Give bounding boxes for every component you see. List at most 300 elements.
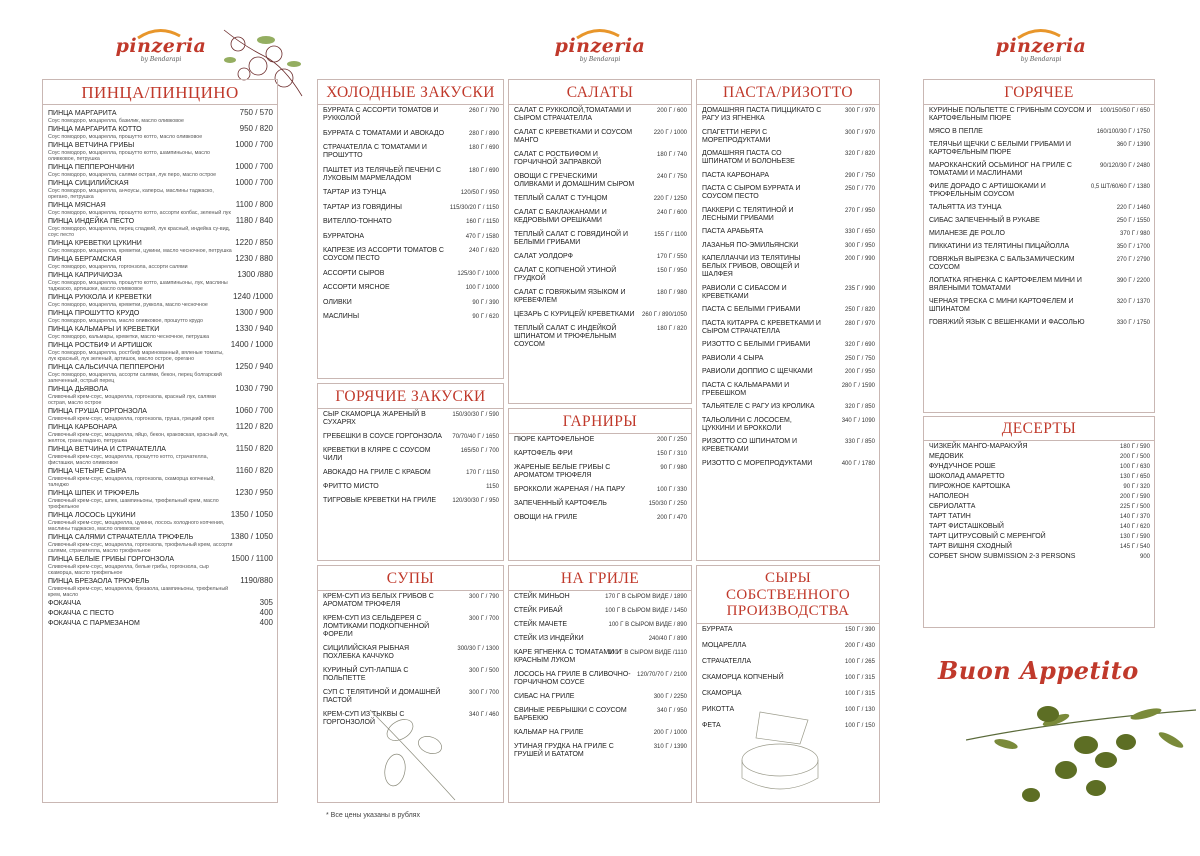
- cold-list: [318, 105, 503, 321]
- menu-item-name: МЯСО В ПЕПЛЕ: [929, 128, 983, 135]
- menu-item: [323, 107, 499, 123]
- menu-item: [929, 183, 1150, 199]
- menu-item-price: 90 Г / 620: [472, 314, 499, 320]
- menu-item-price: 165/50 Г / 700: [460, 448, 499, 454]
- menu-item-description: Сливочный крем-соус, моцарелла, брезаола, шампиньоны, трюфельный крем, масло: [48, 586, 229, 598]
- menu-item-price: 1000 / 700: [235, 162, 273, 171]
- menu-item-name: ДОМАШНЯЯ ПАСТА СО ШПИНАТОМ И БОЛОНЬЕЗЕ: [702, 150, 795, 165]
- menu-item-name: СИБАС НА ГРИЛЕ: [514, 693, 575, 700]
- menu-item-name: КАРТОФЕЛЬ ФРИ: [514, 450, 573, 457]
- garnish-list: [509, 434, 691, 522]
- menu-item-price: 1060 / 700: [235, 406, 273, 415]
- menu-item-price: 1380 / 1050: [230, 532, 273, 541]
- logo-subtitle: by Bendarapi: [1020, 56, 1062, 63]
- menu-item-name: ПИНЦА ПЕППЕРОНЧИНИ: [48, 164, 135, 171]
- menu-item: [323, 270, 499, 278]
- menu-item: [48, 424, 273, 444]
- menu-item: [702, 150, 875, 166]
- menu-item-name: ОВОЩИ С ГРЕЧЕСКИМИ ОЛИВКАМИ И ДОМАШНИМ СЫРОМ: [514, 173, 635, 188]
- menu-item: [702, 185, 875, 201]
- menu-item: [514, 195, 687, 203]
- menu-item-name: СЫР СКАМОРЦА ЖАРЕНЫЙ В СУХАРЯХ: [323, 411, 426, 426]
- menu-item-price: 240/40 Г / 890: [648, 636, 687, 642]
- menu-item: [323, 411, 499, 427]
- menu-item: [702, 626, 875, 634]
- menu-item: [702, 417, 875, 433]
- menu-item-name: ФРИТТО МИСТО: [323, 483, 379, 490]
- menu-item-name: РИКОТТА: [702, 706, 735, 713]
- menu-item-name: ПИНЦА БРЕЗАОЛА ТРЮФЕЛЬ: [48, 578, 150, 585]
- menu-item-description: Соус помодоро, моцарелла, прошутто котто, шампиньоны, масло оливковое, петрушка: [48, 150, 210, 162]
- menu-item-price: 300/30 Г / 1300: [457, 646, 499, 652]
- menu-item-name: РИЗОТТО С БЕЛЫМИ ГРИБАМИ: [702, 341, 811, 348]
- menu-item-name: ПИНЦА КАРБОНАРА: [48, 424, 117, 431]
- menu-item-price: 300 Г / 500: [469, 668, 499, 674]
- menu-item: [929, 162, 1150, 178]
- menu-item-price: 320 Г / 820: [845, 151, 875, 157]
- menu-item: [514, 729, 687, 737]
- menu-item-name: ПЮРЕ КАРТОФЕЛЬНОЕ: [514, 436, 595, 443]
- menu-item-price: 200 Г / 500: [1120, 454, 1150, 460]
- menu-item: [48, 180, 273, 200]
- menu-item: [514, 231, 687, 247]
- menu-item-price: 170 Г В СЫРОМ ВИДЕ / 1890: [605, 594, 687, 600]
- price-note: * Все цены указаны в рублях: [326, 812, 420, 819]
- menu-item: [48, 164, 273, 178]
- menu-item: [514, 151, 687, 167]
- section-title: ГОРЯЧИЕ ЗАКУСКИ: [318, 384, 503, 409]
- menu-item-price: 300 Г / 950: [845, 242, 875, 249]
- menu-item-name: КРЕМ-СУП ИЗ ТЫКВЫ С ГОРГОНЗОЛОЙ: [323, 711, 405, 726]
- menu-item-name: ТАРТ ВИШНЯ СХОДНЫЙ: [929, 543, 1012, 550]
- menu-item-price: 1350 / 1050: [230, 510, 273, 519]
- menu-item: [323, 447, 499, 463]
- menu-item-name: СОРБЕТ SHOW SUBMISSION 2-3 PERSONS: [929, 553, 1076, 560]
- menu-item: [929, 319, 1150, 327]
- menu-item-description: Сливочный крем-соус, шпек, шампиньоны, трюфельный крем, масло трюфельное: [48, 498, 219, 510]
- menu-item-price: 300 Г / 700: [469, 690, 499, 696]
- menu-item-price: 370 Г / 980: [1120, 231, 1150, 237]
- menu-item: [514, 436, 687, 444]
- menu-item: [929, 473, 1150, 481]
- menu-item-price: 200 Г / 430: [845, 643, 875, 649]
- menu-item-name: ПИНЦА ДЬЯВОЛА: [48, 386, 109, 393]
- menu-item-price: 180 Г / 690: [469, 145, 499, 151]
- menu-item-price: 280 Г / 1590: [841, 382, 875, 389]
- menu-item: [929, 493, 1150, 501]
- section-title: ПАСТА/РИЗОТТО: [697, 80, 879, 105]
- menu-item-price: 1180 / 840: [235, 216, 273, 225]
- menu-item-price: 1300 / 900: [235, 308, 273, 317]
- menu-item-name: ТАЛЬЯТТА ИЗ ТУНЦА: [929, 204, 1002, 211]
- menu-item: [323, 433, 499, 441]
- menu-item-name: ТАРТ ТАТИН: [929, 513, 971, 520]
- menu-item-name: ВИТЕЛЛО-ТОННАТО: [323, 218, 392, 225]
- menu-item: [514, 693, 687, 701]
- menu-item-price: 340 Г / 1090: [841, 417, 875, 424]
- menu-item: [48, 386, 273, 406]
- menu-item-price: 390 Г / 2200: [1116, 278, 1150, 284]
- menu-item-name: СИЦИЛИЙСКАЯ РЫБНАЯ ПОХЛЕБКА КАЧЧУКО: [323, 645, 409, 660]
- menu-item-description: Сливочный крем-соус, моцарелла, горгонзола, груша, грецкий орех: [48, 416, 215, 422]
- menu-item-name: АВОКАДО НА ГРИЛЕ С КРАБОМ: [323, 469, 431, 476]
- menu-item: [48, 468, 273, 488]
- menu-item-price: 1150: [486, 484, 499, 490]
- menu-item-description: Соус помодоро, моцарелла, креветки, руккола, масло чесночное: [48, 302, 208, 308]
- menu-item-price: 330 Г / 850: [845, 439, 875, 445]
- section-title: ХОЛОДНЫЕ ЗАКУСКИ: [318, 80, 503, 105]
- menu-item-name: ПИНЦА ЧЕТЫРЕ СЫРА: [48, 468, 127, 475]
- menu-item-name: ПИНЦА МАРГАРИТА: [48, 110, 117, 117]
- menu-item-price: 100/150/50 Г / 650: [1100, 108, 1150, 114]
- menu-item-name: ЖАРЕНЫЕ БЕЛЫЕ ГРИБЫ С АРОМАТОМ ТРЮФЕЛЯ: [514, 464, 611, 479]
- section-title: ПИНЦА/ПИНЦИНО: [43, 80, 277, 105]
- menu-item: [514, 593, 687, 601]
- menu-item: [514, 107, 687, 123]
- menu-item-name: ЧЕРНАЯ ТРЕСКА С МИНИ КАРТОФЕЛЕМ И ШПИНАТОМ: [929, 298, 1074, 313]
- pasta-section: [696, 79, 880, 561]
- menu-item-price: 280 Г / 890: [469, 130, 499, 137]
- menu-item-name: СТРАЧАТЕЛЛА: [702, 658, 752, 665]
- menu-item: [929, 453, 1150, 461]
- menu-item-price: 220 Г / 1460: [1116, 205, 1150, 211]
- menu-item: [929, 553, 1150, 561]
- menu-item-price: 130 Г / 650: [1120, 474, 1150, 480]
- desserts-section: [923, 416, 1155, 628]
- menu-item-price: 180 Г / 690: [469, 167, 499, 174]
- menu-item-name: ЛОСОСЬ НА ГРИЛЕ В СЛИВОЧНО-ГОРЧИЧНОМ СОУСЕ: [514, 671, 631, 686]
- menu-item-price: 100 Г В СЫРОМ ВИДЕ /1110: [607, 650, 687, 656]
- logo-subtitle: by Bendarapi: [140, 56, 182, 63]
- menu-item-name: СИБАС ЗАПЕЧЕННЫЙ В РУКАВЕ: [929, 217, 1040, 224]
- menu-item-name: ТАРТАР ИЗ ГОВЯДИНЫ: [323, 203, 402, 211]
- menu-item-price: 340 Г / 950: [657, 708, 687, 714]
- salads-list: [509, 105, 691, 349]
- menu-item: [48, 364, 273, 384]
- menu-item-price: 1030 / 790: [235, 384, 273, 393]
- menu-item-name: ТЕПЛЫЙ САЛАТ С ИНДЕЙКОЙ ШПИНАТОМ И ТРЮФЕЛЬНЫМ СОУСОМ: [514, 325, 617, 348]
- menu-item-description: Соус помодоро, моцарелла, анчоусы, каперсы, маслины таджаско, орегано, петрушка: [48, 188, 214, 200]
- menu-item-name: ПИНЦА КРЕВЕТКИ ЦУКИНИ: [48, 240, 142, 247]
- menu-item-description: Сливочный крем-соус, моцарелла, яйцо, бекон, краковская, красный лук, желток, грана падано, петрушка: [48, 432, 229, 444]
- menu-item: [702, 129, 875, 145]
- menu-item: [929, 128, 1150, 136]
- menu-item-name: ФОКАЧЧА С ПЕСТО: [48, 610, 114, 617]
- menu-item: [48, 556, 273, 576]
- menu-item-price: 1100 / 800: [235, 200, 273, 209]
- logo-wordmark: pinzeria: [115, 35, 207, 57]
- menu-item: [702, 403, 875, 411]
- hot-snacks-list: [318, 409, 503, 505]
- menu-item-name: ТИГРОВЫЕ КРЕВЕТКИ НА ГРИЛЕ: [323, 497, 437, 504]
- menu-item: [514, 486, 687, 494]
- menu-item: [514, 253, 687, 261]
- menu-item: [323, 233, 499, 241]
- menu-item-name: РИЗОТТО С МОРЕПРОДУКТАМИ: [702, 459, 813, 467]
- menu-item: [929, 543, 1150, 551]
- logo-subtitle: by Bendarapi: [579, 56, 621, 63]
- menu-item-price: 1120 / 820: [235, 422, 273, 431]
- menu-item: [929, 243, 1150, 251]
- menu-item: [323, 313, 499, 321]
- section-title: НА ГРИЛЕ: [509, 566, 691, 591]
- menu-item: [702, 642, 875, 650]
- menu-item: [702, 674, 875, 682]
- menu-item-name: БУРРАТА: [702, 626, 733, 633]
- menu-item-description: Соус помодоро, моцарелла, прошутто котто, масло оливковое: [48, 134, 203, 140]
- menu-item-name: ЗАПЕЧЕННЫЙ КАРТОФЕЛЬ: [514, 500, 607, 507]
- menu-item-name: КУРИНЫЕ ПОЛЬПЕТТЕ С ГРИБНЫМ СОУСОМ И КАРТОФЕЛЬНЫМ ПЮРЕ: [929, 107, 1092, 122]
- menu-item: [514, 173, 687, 189]
- menu-item: [48, 490, 273, 510]
- menu-item-price: 0,5 ШТ/60/60 Г / 1380: [1090, 184, 1150, 190]
- menu-item-price: 260 Г / 790: [469, 108, 499, 114]
- pizza-section: [42, 79, 278, 803]
- menu-item-name: ПАККЕРИ С ТЕЛЯТИНОЙ И ЛЕСНЫМИ ГРИБАМИ: [702, 206, 794, 222]
- menu-item-name: БУРРАТА С ТОМАТАМИ И АВОКАДО: [323, 129, 445, 137]
- menu-item: [323, 144, 499, 160]
- menu-item-description: Соус помодоро, кальмары, креветки, масло чесночное, петрушка: [48, 334, 210, 340]
- menu-item-price: 100 Г / 150: [845, 723, 875, 729]
- menu-item: [929, 230, 1150, 238]
- menu-item-name: ПАСТА С БЕЛЫМИ ГРИБАМИ: [702, 306, 801, 313]
- menu-item-name: ГРЕБЕШКИ В СОУСЕ ГОРГОНЗОЛА: [323, 433, 442, 440]
- menu-item-name: ШОКОЛАД АМАРЕТТО: [929, 473, 1005, 480]
- menu-item-price: 180 Г / 980: [657, 290, 687, 296]
- menu-item: [514, 450, 687, 458]
- menu-item-name: МАСЛИНЫ: [323, 313, 360, 320]
- menu-item-name: САЛАТ С ГОВЯЖЬИМ ЯЗЫКОМ И КРЕВЕФЛЕМ: [514, 289, 626, 304]
- grill-section: [508, 565, 692, 803]
- menu-item-name: ПИНЦА БЕЛЫЕ ГРИБЫ ГОРГОНЗОЛА: [48, 556, 174, 563]
- menu-item: [323, 218, 499, 226]
- menu-item-price: 900: [1139, 554, 1150, 560]
- menu-item-description: Соус помодоро, моцарелла, креветки, цукини, масло чесночное, петрушка: [48, 248, 232, 254]
- section-title: ГОРЯЧЕЕ: [924, 80, 1154, 105]
- logo-center: [545, 36, 655, 70]
- menu-item: [514, 707, 687, 723]
- menu-item: [514, 514, 687, 522]
- menu-item-name: КАПЕЛЛАЧЧИ ИЗ ТЕЛЯТИНЫ БЕЛЫХ ГРИБОВ, ОВОЩЕЙ И ШАЛФЕЯ: [702, 255, 801, 278]
- menu-item: [323, 483, 499, 491]
- hot-list: [924, 105, 1154, 327]
- menu-item-name: ЛАЗАНЬЯ ПО-ЭМИЛЬЯНСКИ: [702, 241, 799, 249]
- menu-item: [702, 438, 875, 454]
- menu-item: [323, 667, 499, 683]
- section-title: СУПЫ: [318, 566, 503, 591]
- menu-item: [514, 621, 687, 629]
- menu-item-price: 1160 / 820: [235, 466, 273, 475]
- menu-item-price: 170 Г / 1150: [466, 470, 499, 476]
- menu-item-name: ТАЛЬОЛИНИ С ЛОСОСЕМ, ЦУККИНИ И БРОККОЛИ: [702, 416, 792, 432]
- menu-item-price: 250 Г / 1550: [1116, 218, 1150, 224]
- menu-item-name: ТАРТ ЦИТРУСОВЫЙ С МЕРЕНГОЙ: [929, 533, 1046, 540]
- menu-item: [514, 607, 687, 615]
- menu-item-name: ФИЛЕ ДОРАДО С АРТИШОКАМИ И ТРЮФЕЛЬНЫМ СОУСОМ: [929, 183, 1046, 198]
- menu-item: [48, 202, 273, 216]
- menu-item-name: САЛАТ С КОПЧЕНОЙ УТИНОЙ ГРУДКОЙ: [514, 267, 617, 282]
- salads-section: [508, 79, 692, 404]
- menu-item: [514, 671, 687, 687]
- menu-item: [929, 503, 1150, 511]
- menu-item-name: ПИНЦА САЛЯМИ СТРАЧАТЕЛЛА ТРЮФЕЛЬ: [48, 534, 194, 541]
- menu-item-name: САЛАТ УОЛДОРФ: [514, 253, 573, 260]
- menu-item-price: 1250 / 940: [235, 362, 273, 371]
- menu-item-price: 235 Г / 990: [845, 285, 875, 292]
- menu-item-price: 1220 / 850: [235, 238, 273, 247]
- menu-item: [48, 126, 273, 140]
- menu-item-price: 90/120/30 Г / 2480: [1100, 163, 1150, 169]
- menu-item-name: ПИНЦА МЯСНАЯ: [48, 202, 106, 209]
- menu-item-name: ПАСТА АРАБЬЯТА: [702, 228, 764, 235]
- menu-item-price: 240 Г / 750: [657, 174, 687, 180]
- menu-item-name: ДОМАШНЯЯ ПАСТА ПИЦЦИКАТО С РАГУ ИЗ ЯГНЕНКА: [702, 107, 822, 122]
- menu-item-description: Сливочный крем-соус, моцарелла, горгонзола, красный лук, салями острая, масло острое: [48, 394, 216, 406]
- menu-item: [702, 172, 875, 180]
- menu-item-price: 250 Г / 750: [845, 355, 875, 362]
- menu-item-name: МОЦАРЕЛЛА: [702, 642, 747, 649]
- menu-item-name: КАРЕ ЯГНЕНКА С ТОМАТАМИ И КРАСНЫМ ЛУКОМ: [514, 649, 622, 664]
- menu-item-description: Сливочный крем-соус, моцарелла, прошутто котто, страчателла, фисташки, масло оливковое: [48, 454, 209, 466]
- menu-item-price: 1150 / 820: [235, 444, 273, 453]
- menu-item-name: НАПОЛЕОН: [929, 493, 969, 500]
- menu-item-name: БРОККОЛИ ЖАРЕНАЯ / НА ПАРУ: [514, 486, 625, 493]
- olive-branch-illustration: [360, 700, 470, 810]
- menu-item-name: ФЕТА: [702, 722, 721, 729]
- menu-item-price: 100 Г В СЫРОМ ВИДЕ / 1450: [605, 608, 687, 614]
- menu-item: [48, 110, 273, 124]
- menu-item-price: 90 Г / 980: [660, 465, 687, 471]
- menu-item-name: СТЕЙК ИЗ ИНДЕЙКИ: [514, 635, 584, 642]
- menu-item-name: СУП С ТЕЛЯТИНОЙ И ДОМАШНЕЙ ПАСТОЙ: [323, 689, 441, 704]
- menu-item: [48, 512, 273, 532]
- menu-item: [48, 610, 273, 618]
- menu-item: [48, 534, 273, 554]
- menu-item: [323, 167, 499, 183]
- menu-item-name: ФОКАЧЧА С ПАРМЕЗАНОМ: [48, 620, 140, 627]
- menu-item-name: ПИРОЖНОЕ КАРТОШКА: [929, 483, 1011, 490]
- menu-item-price: 200 Г / 590: [1120, 494, 1150, 500]
- garnish-section: [508, 408, 692, 561]
- menu-item-name: КРЕМ-СУП ИЗ СЕЛЬДЕРЕЯ С ЛОМТИКАМИ ПОДКОПЧЕННОЙ ФОРЕЛИ: [323, 615, 430, 638]
- menu-item-price: 150/30 Г / 250: [648, 501, 687, 507]
- menu-item: [48, 256, 273, 270]
- menu-item-price: 300 Г / 970: [845, 108, 875, 114]
- menu-item: [48, 142, 273, 162]
- menu-item-name: СБРИОЛАТТА: [929, 503, 976, 510]
- menu-item-name: СТЕЙК МАЧЕТЕ: [514, 621, 568, 628]
- section-title: ДЕСЕРТЫ: [924, 417, 1154, 441]
- menu-item: [514, 267, 687, 283]
- logo-left: [106, 36, 216, 70]
- menu-item-description: Соус помодоро, моцарелла, прошутто котто, ассорти колбас, зеленый лук: [48, 210, 231, 216]
- menu-item-price: 120/70/70 Г / 2100: [637, 672, 687, 678]
- menu-item-price: 270 Г / 950: [845, 207, 875, 214]
- logo-wordmark: pinzeria: [554, 35, 646, 57]
- menu-item-name: САЛАТ С РУККОЛОЙ,ТОМАТАМИ И СЫРОМ СТРАЧАТЕЛЛА: [514, 107, 631, 122]
- hot-snacks-section: [317, 383, 504, 561]
- menu-item-price: 170 Г / 550: [657, 254, 687, 260]
- menu-item-name: САЛАТ С БАКЛАЖАНАМИ И КЕДРОВЫМИ ОРЕШКАМИ: [514, 209, 607, 224]
- menu-item-price: 250 Г / 820: [845, 307, 875, 313]
- menu-item: [323, 615, 499, 639]
- menu-item-price: 300 Г / 970: [845, 129, 875, 136]
- menu-item-name: РАВИОЛИ С СИБАСОМ И КРЕВЕТКАМИ: [702, 284, 787, 300]
- menu-item-price: 90 Г / 320: [1123, 484, 1150, 490]
- menu-item: [514, 635, 687, 643]
- pasta-list: [697, 105, 879, 468]
- menu-item-price: 330 Г / 650: [845, 229, 875, 235]
- menu-item-name: СПАГЕТТИ НЕРИ С МОРЕПРОДУКТАМИ: [702, 128, 771, 144]
- menu-item-name: БУРРАТОНА: [323, 232, 365, 240]
- menu-item: [929, 483, 1150, 491]
- menu-item-name: КРЕВЕТКИ В КЛЯРЕ С СОУСОМ ЧИЛИ: [323, 447, 431, 462]
- cheese-illustration: [730, 700, 820, 800]
- menu-item: [702, 658, 875, 666]
- menu-item-price: 250 Г / 770: [845, 186, 875, 192]
- menu-item-price: 300 Г / 790: [469, 594, 499, 600]
- menu-item-price: 200 Г / 600: [657, 108, 687, 114]
- menu-item-price: 305: [259, 598, 273, 607]
- menu-item: [514, 325, 687, 349]
- menu-item: [514, 743, 687, 759]
- menu-item-name: ЧИЗКЕЙК МАНГО-МАРАКУЙЯ: [929, 443, 1028, 450]
- menu-item-name: СКАМОРЦА: [702, 690, 742, 697]
- menu-item-name: СКАМОРЦА КОПЧЕНЫЙ: [702, 674, 784, 681]
- menu-item: [323, 593, 499, 609]
- menu-item-price: 1400 / 1000: [230, 340, 273, 349]
- menu-item-price: 360 Г / 1390: [1116, 142, 1150, 148]
- menu-item: [929, 443, 1150, 451]
- menu-item-price: 280 Г / 970: [845, 320, 875, 327]
- menu-item-name: КРЕМ-СУП ИЗ БЕЛЫХ ГРИБОВ С АРОМАТОМ ТРЮФЕЛЯ: [323, 593, 434, 608]
- menu-item-name: ЛОПАТКА ЯГНЕНКА С КАРТОФЕЛЕМ МИНИ И ВЯЛЕНЫМИ ТОМАТАМИ: [929, 277, 1082, 292]
- menu-item-name: ПИНЦА МАРГАРИТА КОТТО: [48, 126, 142, 133]
- menu-item-price: 100 Г / 1000: [465, 285, 499, 291]
- menu-item-price: 160/100/30 Г / 1750: [1096, 129, 1150, 135]
- menu-item-name: БУРРАТА С АССОРТИ ТОМАТОВ И РУККОЛОЙ: [323, 107, 439, 122]
- menu-item-price: 100 Г / 630: [1120, 464, 1150, 470]
- menu-item-description: Соус помодоро, моцарелла, горгонзола, ассорти салями: [48, 264, 188, 270]
- section-title: САЛАТЫ: [509, 80, 691, 105]
- menu-item-price: 200 Г / 470: [657, 515, 687, 521]
- menu-item-name: СТЕЙК МИНЬОН: [514, 593, 570, 600]
- menu-item-description: Соус помодоро, моцарелла, прошутто котто, шампиньоны, лук, маслины таджаско, артишоки, масло оливковое: [48, 280, 228, 292]
- menu-item: [48, 310, 273, 324]
- menu-item: [702, 228, 875, 236]
- menu-item-name: РАВИОЛИ ДОППИО С ЩЕЧКАМИ: [702, 368, 813, 375]
- menu-item: [929, 204, 1150, 212]
- menu-item-name: МИЛАНЕЗЕ ДЕ POLЛО: [929, 230, 1005, 237]
- menu-item-name: АССОРТИ МЯСНОЕ: [323, 284, 390, 291]
- menu-item: [702, 460, 875, 468]
- menu-item: [514, 311, 687, 319]
- menu-item-name: ТЕПЛЫЙ САЛАТ С ГОВЯДИНОЙ И БЕЛЫМИ ГРИБАМИ: [514, 231, 629, 246]
- menu-item: [323, 247, 499, 263]
- menu-item-price: 140 Г / 620: [1120, 524, 1150, 530]
- menu-item: [702, 368, 875, 376]
- menu-item-name: МАРОККАНСКИЙ ОСЬМИНОГ НА ГРИЛЕ С ТОМАТАМИ И МАСЛИНАМИ: [929, 162, 1072, 177]
- menu-item: [48, 600, 273, 608]
- menu-item-name: ЦЕЗАРЬ С КУРИЦЕЙ/ КРЕВЕТКАМИ: [514, 311, 635, 318]
- menu-item-price: 150/30/30 Г / 590: [452, 412, 499, 418]
- menu-item-name: УТИНАЯ ГРУДКА НА ГРИЛЕ С ГРУШЕЙ И БАТАТОМ: [514, 743, 614, 758]
- grill-list: [509, 591, 691, 759]
- cold-snacks-section: [317, 79, 504, 379]
- menu-item-price: 1240 /1000: [232, 292, 273, 301]
- menu-item-price: 150 Г / 310: [657, 451, 687, 457]
- menu-item-description: Соус помодоро, моцарелла, салями острая, лук перо, масло острое: [48, 172, 217, 178]
